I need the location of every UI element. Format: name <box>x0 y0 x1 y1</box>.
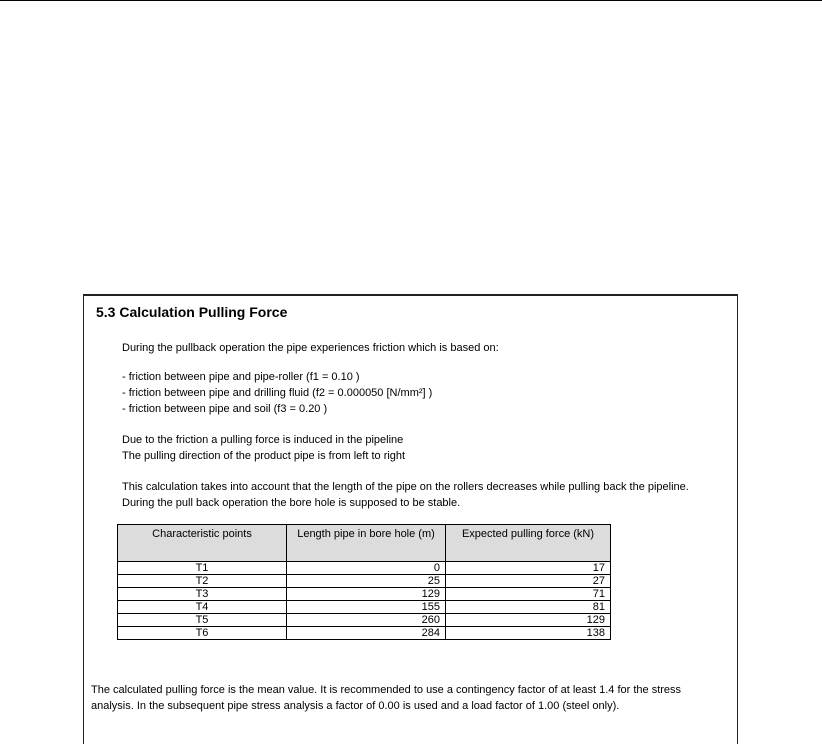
force-cell: 71 <box>446 588 611 601</box>
induced-force-text: Due to the friction a pulling force is induced in the pipeline <box>122 434 404 446</box>
friction-soil: - friction between pipe and soil (f3 = 0.20 ) <box>122 403 328 415</box>
length-cell: 260 <box>287 614 446 627</box>
table-row <box>118 588 611 601</box>
length-cell: 0 <box>287 562 446 575</box>
table-header-row <box>118 525 611 562</box>
table-row <box>118 562 611 575</box>
point-cell: T6 <box>118 627 287 640</box>
section-title: 5.3 Calculation Pulling Force <box>96 304 288 320</box>
pulling-force-table <box>117 524 611 640</box>
table-row <box>118 601 611 614</box>
force-cell: 129 <box>446 614 611 627</box>
table-row <box>118 614 611 627</box>
header-characteristic-points: Characteristic points <box>118 525 287 562</box>
pulling-direction-text: The pulling direction of the product pipe is from left to right <box>122 450 406 462</box>
friction-roller: - friction between pipe and pipe-roller (f1 = 0.10 ) <box>122 371 360 383</box>
table-row <box>118 627 611 640</box>
point-cell: T1 <box>118 562 287 575</box>
calculation-note: This calculation takes into account that the length of the pipe on the rollers decreases while pulling back the pipeline. During the pull back operation the bore hole is supposed to be stable. <box>122 481 689 509</box>
length-cell: 129 <box>287 588 446 601</box>
pulling-force-section <box>83 294 738 744</box>
force-cell: 27 <box>446 575 611 588</box>
length-cell: 155 <box>287 601 446 614</box>
friction-fluid: - friction between pipe and drilling fluid (f2 = 0.000050 [N/mm²] ) <box>122 387 433 399</box>
point-cell: T4 <box>118 601 287 614</box>
length-cell: 25 <box>287 575 446 588</box>
point-cell: T3 <box>118 588 287 601</box>
point-cell: T5 <box>118 614 287 627</box>
point-cell: T2 <box>118 575 287 588</box>
header-expected-force: Expected pulling force (kN) <box>446 525 611 562</box>
conclusion-text: The calculated pulling force is the mean value. It is recommended to use a contingency factor of at least 1.4 for the stress analysis. In the subsequent pipe stress analysis a factor of 0.00 is used and a load factor of 1.00 (steel only). <box>91 684 682 712</box>
length-cell: 284 <box>287 627 446 640</box>
table-row <box>118 575 611 588</box>
page-top-rule <box>0 0 822 1</box>
header-length-pipe: Length pipe in bore hole (m) <box>287 525 446 562</box>
force-cell: 138 <box>446 627 611 640</box>
force-cell: 17 <box>446 562 611 575</box>
intro-text: During the pullback operation the pipe experiences friction which is based on: <box>122 342 499 354</box>
force-cell: 81 <box>446 601 611 614</box>
